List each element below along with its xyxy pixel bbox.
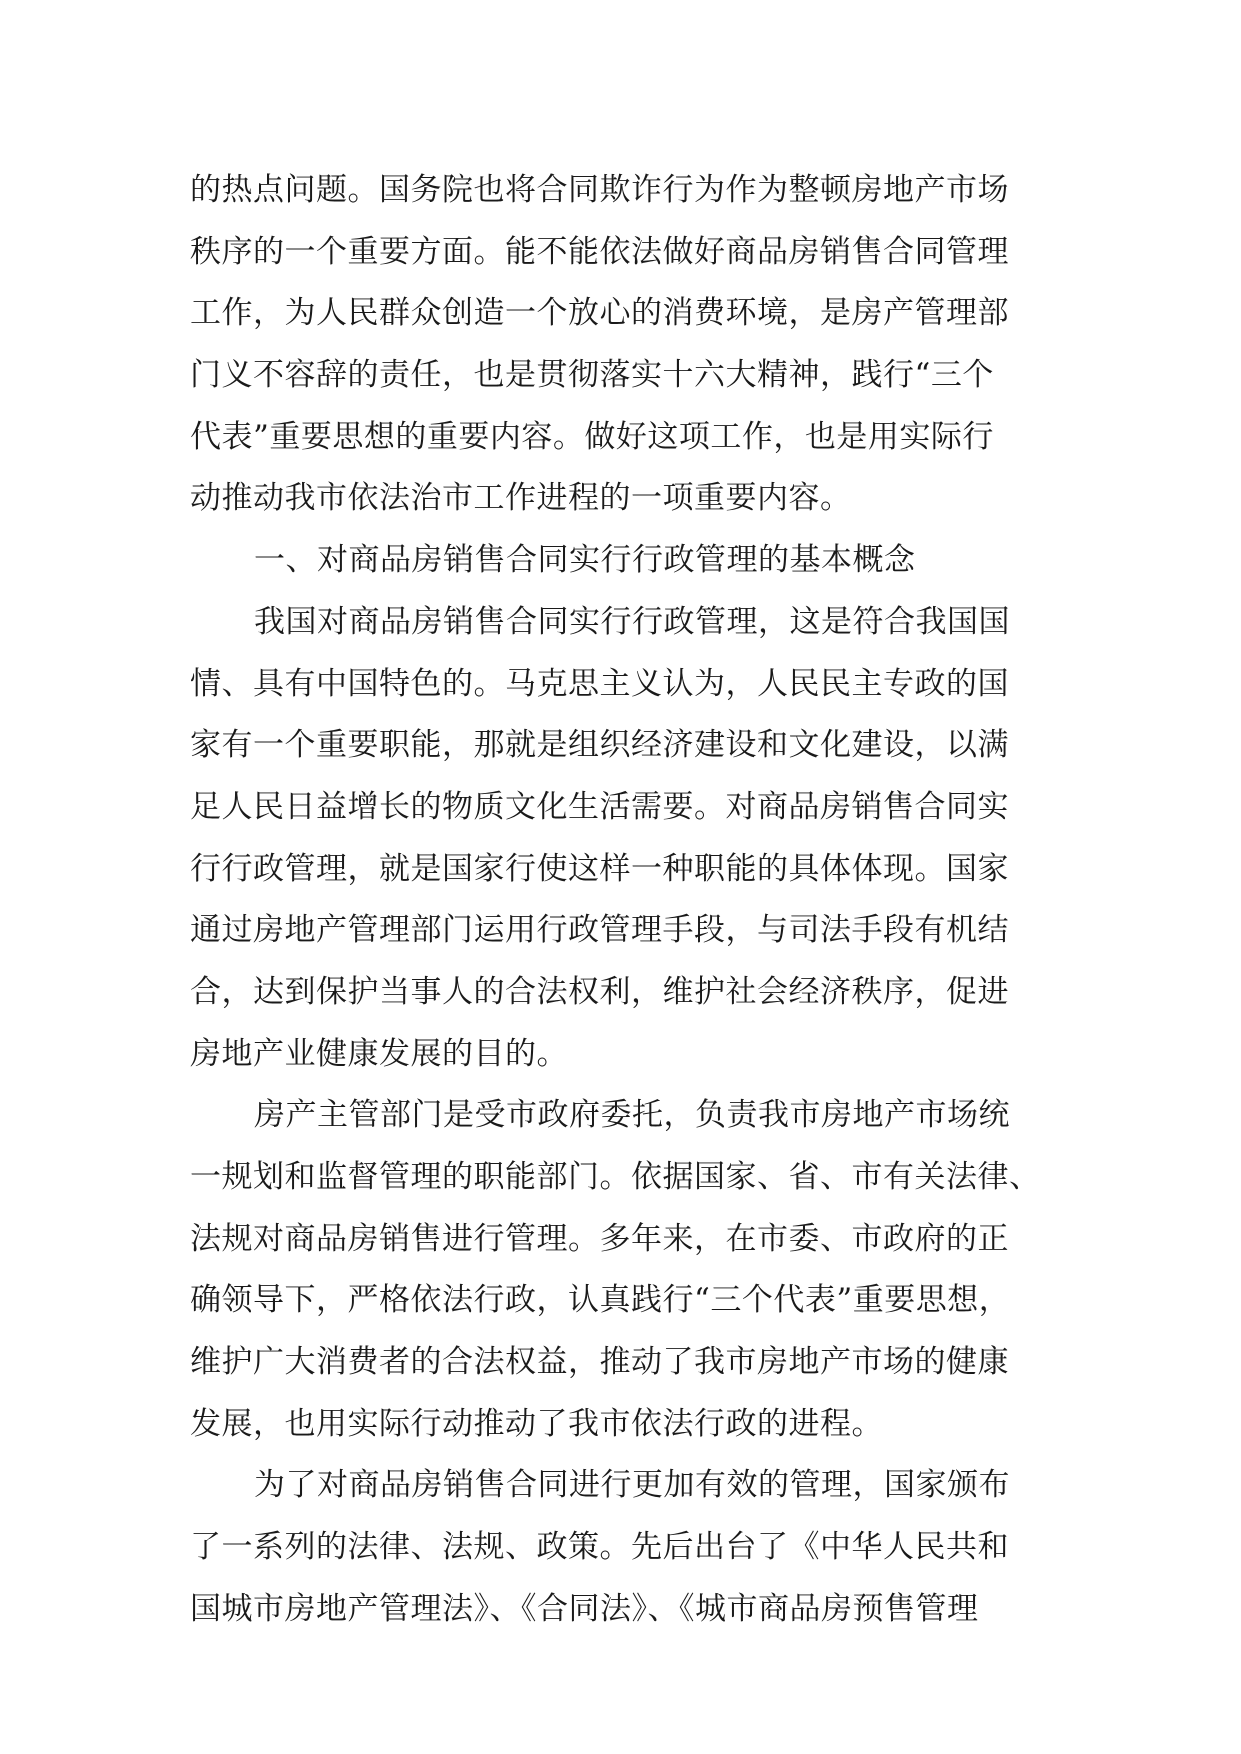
text-line: 一规划和监督管理的职能部门。依据国家、省、市有关法律、 <box>190 1159 1041 1195</box>
text-line: 动推动我市依法治市工作进程的一项重要内容。 <box>190 480 852 517</box>
document-body <box>190 160 1052 1641</box>
text-line: 秩序的一个重要方面。能不能依法做好商品房销售合同管理 <box>190 233 1009 270</box>
text-line: 法规对商品房销售进行管理。多年来，在市委、市政府的正 <box>190 1220 1009 1257</box>
text-line: 的热点问题。国务院也将合同欺诈行为作为整顿房地产市场 <box>190 172 1009 208</box>
text-line: 房地产业健康发展的目的。 <box>190 1035 568 1072</box>
text-line: 为了对商品房销售合同进行更加有效的管理，国家颁布 <box>254 1467 1010 1504</box>
text-line: 工作，为人民群众创造一个放心的消费环境，是房产管理部 <box>190 295 1009 332</box>
text-line: 门义不容辞的责任，也是贯彻落实十六大精神，践行“三个 <box>190 357 994 394</box>
text-line: 合，达到保护当事人的合法权利，维护社会经济秩序，促进 <box>190 973 1009 1010</box>
text-line: 情、具有中国特色的。马克思主义认为，人民民主专政的国 <box>190 665 1009 702</box>
text-line: 房产主管部门是受市政府委托，负责我市房地产市场统 <box>254 1097 1010 1134</box>
text-line: 我国对商品房销售合同实行行政管理，这是符合我国国 <box>254 603 1010 640</box>
text-line: 通过房地产管理部门运用行政管理手段，与司法手段有机结 <box>190 912 1009 949</box>
text-line: 行行政管理，就是国家行使这样一种职能的具体体现。国家 <box>190 850 1009 887</box>
text-line: 足人民日益增长的物质文化生活需要。对商品房销售合同实 <box>190 788 1009 825</box>
text-line: 确领导下，严格依法行政，认真践行“三个代表”重要思想， <box>190 1282 1011 1319</box>
text-line: 代表”重要思想的重要内容。做好这项工作，也是用实际行 <box>190 418 994 455</box>
text-line: 发展，也用实际行动推动了我市依法行政的进程。 <box>190 1405 883 1442</box>
text-line: 国城市房地产管理法》、《合同法》、《城市商品房预售管理 <box>190 1590 979 1627</box>
text-line: 了一系列的法律、法规、政策。先后出台了《中华人民共和 <box>190 1529 1009 1566</box>
text-line: 家有一个重要职能，那就是组织经济建设和文化建设，以满 <box>190 727 1009 764</box>
section-heading: 一、对商品房销售合同实行行政管理的基本概念 <box>254 542 916 579</box>
text-line: 维护广大消费者的合法权益，推动了我市房地产市场的健康 <box>190 1344 1009 1381</box>
